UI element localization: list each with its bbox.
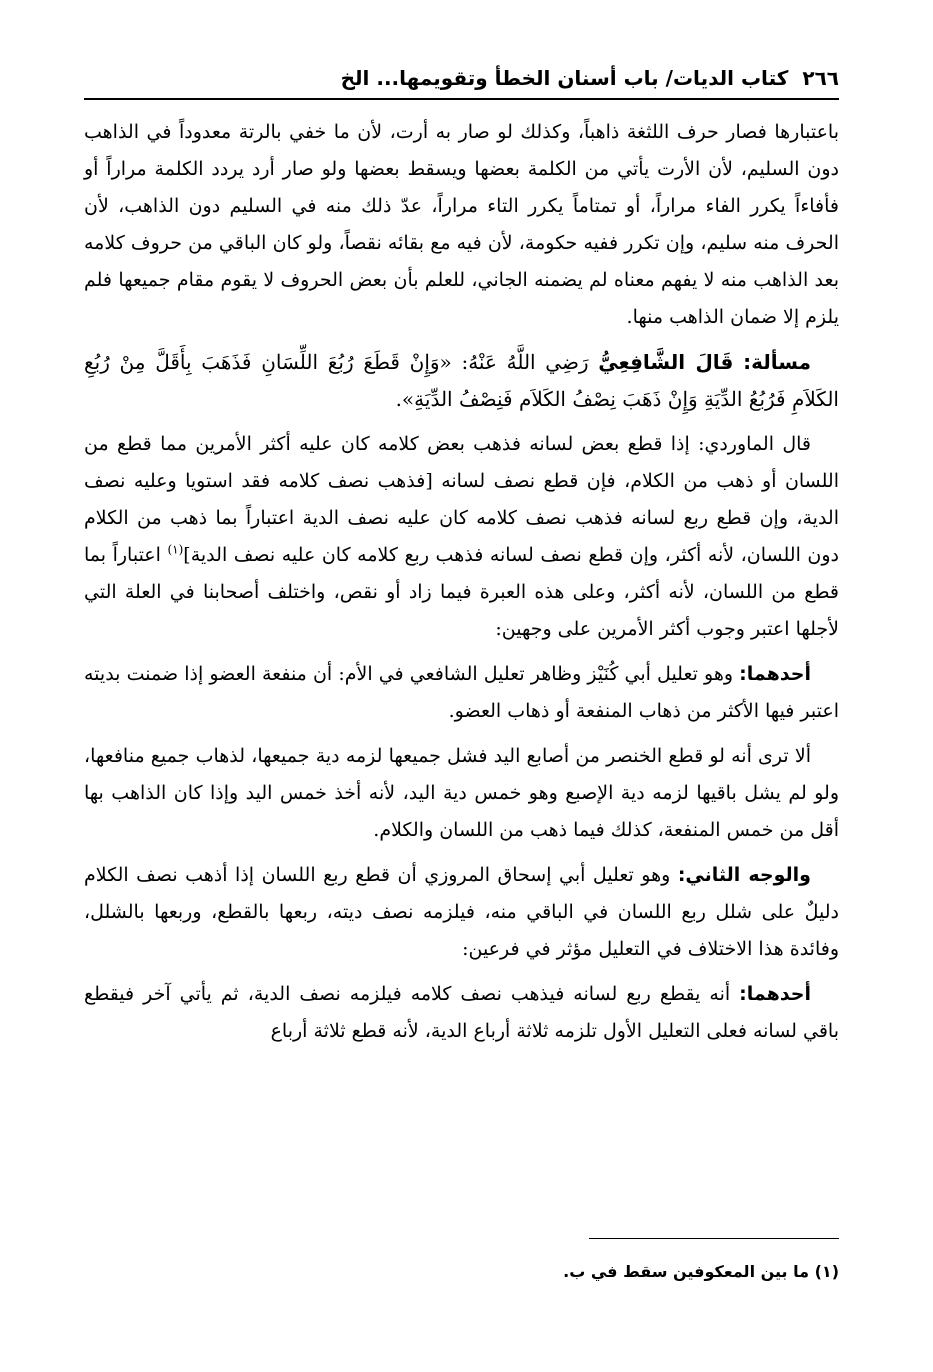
masala-quote: رَضِي اللَّهُ عَنْهُ: «وَإِنْ قَطَعَ رُبُعَ اللِّسَانِ فَذَهَبَ بِأَقَلَّ مِنْ رُبُعِ الكَلاَمِ فَرُبُعُ الدِّيَةِ وَإِنْ ذَهَبَ نِصْفُ الكَلاَم فَنِصْفُ الدِّيَةِ». <box>84 350 839 411</box>
first-view-text: وهو تعليل أبي كُنَيْز وظاهر تعليل الشافعي في الأم: أن منفعة العضو إذا ضمنت بديته اعتبر فيها الأكثر من ذهاب المنفعة أو ذهاب العضو. <box>84 663 839 722</box>
main-text <box>84 114 839 1050</box>
mawardi-text-a: قال الماوردي: إذا قطع بعض لسانه فذهب بعض كلامه كان عليه أكثر الأمرين مما قطع من اللسان أو ذهب من الكلام، فإن قطع نصف لسانه [فذهب نصف كلامه فقد استويا وعليه نصف الدية، وإن قطع ربع لسانه فذهب نصف كلامه كان عليه نصف الدية اعتباراً بما ذهب من الكلام دون اللسان، لأنه أكثر، وإن قطع نصف لسانه فذهب ربع كلامه كان عليه نصف الدية] <box>84 433 839 566</box>
second-view-text: وهو تعليل أبي إسحاق المروزي أن قطع ربع اللسان إذا أذهب نصف الكلام دليلٌ على شلل ربع اللسان في الباقي منه، فيلزمه نصف ديته، ربعها بالقطع، وربعها بالشلل، وفائدة هذا الاختلاف في التعليل مؤثر في فرعين: <box>84 864 839 960</box>
paragraph-example: ألا ترى أنه لو قطع الخنصر من أصابع اليد فشل جميعها لزمه دية جميعها، لذهاب جميع منافعها، ولو لم يشل باقيها لزمه دية الإصبع وهو خمس دية اليد، لأنه أخذ خمس اليد وإذا كان الذاهب بها أقل من خمس المنفعة، كذلك فيما ذهب من اللسان والكلام. <box>84 745 839 841</box>
paragraph-masala <box>84 344 839 418</box>
first-view-label: أحدهما: <box>739 663 811 685</box>
masala-label: مسألة: <box>743 350 811 374</box>
shafii-speaker: قَالَ الشَّافِعِيُّ <box>598 350 734 374</box>
paragraph-branch-one <box>84 976 839 1050</box>
mawardi-text-b: اعتباراً بما قطع من اللسان، لأنه أكثر، وعلى هذه العبرة فيما زاد أو نقص، واختلف أصحابنا في العلة التي لأجلها اعتبر وجوب أكثر الأمرين على وجهين: <box>84 544 839 640</box>
branch-one-label: أحدهما: <box>739 983 811 1005</box>
header-title: كتاب الديات/ باب أسنان الخطأ وتقويمها... الخ <box>340 66 789 90</box>
footnote-divider <box>589 1238 839 1239</box>
branch-one-text: أنه يقطع ربع لسانه فيذهب نصف كلامه فيلزمه نصف الدية، ثم يأتي آخر فيقطع باقي لسانه فعلى التعليل الأول تلزمه ثلاثة أرباع الدية، لأنه قطع ثلاثة أرباع <box>84 983 839 1042</box>
paragraph-1: باعتبارها فصار حرف اللثغة ذاهباً، وكذلك لو صار به أرت، لأن ما خفي بالرتة معدوداً في الذاهب دون السليم، لأن الأرت يأتي من الكلمة بعضها ويسقط بعضها ولو صار أرد يردد الكلمة مراراً أو فأفاءاً يكرر الفاء مراراً، أو تمتاماً يكرر التاء مراراً، عدّ ذلك منه في السليم دون الذاهب، لأن الحرف منه سليم، وإن تكرر ففيه حكومة، لأن فيه مع بقائه نقصاً، ولو كان الباقي من حروف كلامه بعد الذاهب منه لا يفهم معناه لم يضمنه الجاني، للعلم بأن بعض الحروف لا يقوم مقام جميعها فلم يلزم إلا ضمان الذاهب منها. <box>84 121 839 328</box>
page-number: ٢٦٦ <box>802 66 839 90</box>
footnote: (١) ما بين المعكوفين سقط في ب. <box>563 1262 839 1281</box>
paragraph-first-view <box>84 656 839 730</box>
paragraph-second-view <box>84 857 839 968</box>
paragraph-mawardi <box>84 426 839 648</box>
second-view-label: والوجه الثاني: <box>677 864 811 886</box>
running-header <box>84 62 839 100</box>
footnote-ref: (١) <box>167 542 184 557</box>
